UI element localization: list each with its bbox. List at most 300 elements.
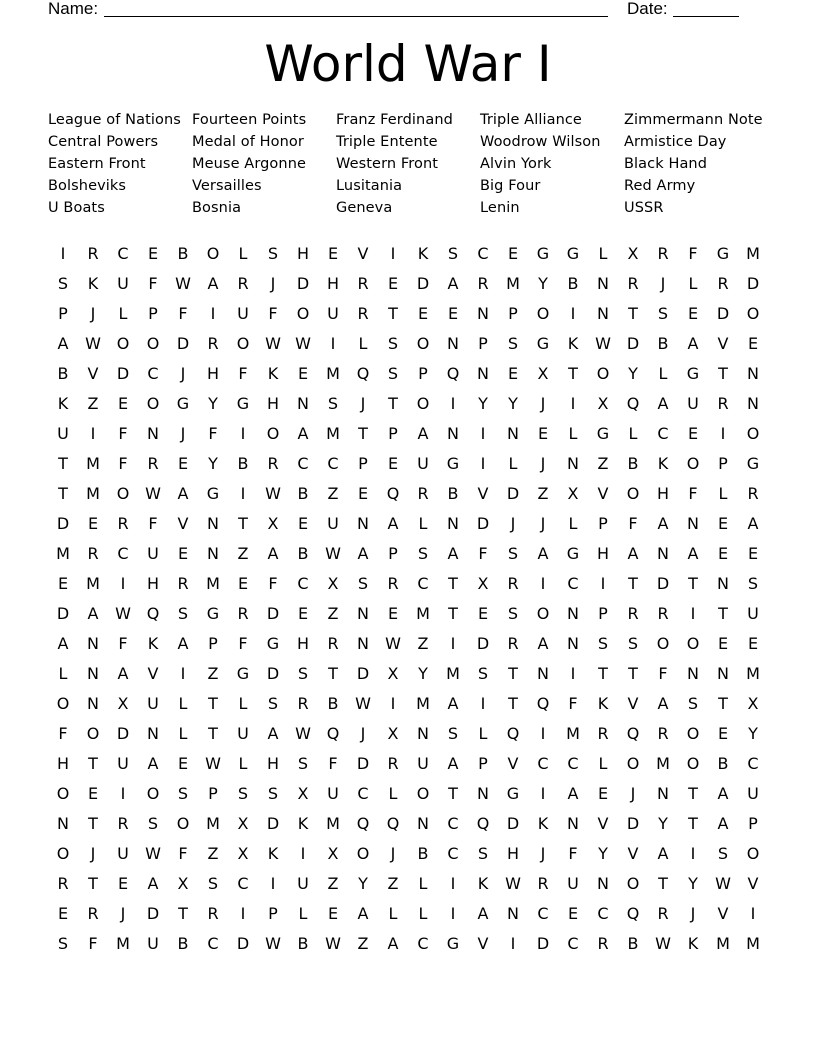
grid-letter[interactable]: A <box>447 273 459 293</box>
grid-letter[interactable]: T <box>208 723 218 743</box>
grid-letter[interactable]: F <box>268 573 278 593</box>
grid-letter[interactable]: R <box>147 453 159 473</box>
grid-letter[interactable]: E <box>57 903 69 923</box>
grid-letter[interactable]: H <box>326 273 340 293</box>
grid-letter[interactable]: E <box>87 783 99 803</box>
grid-letter[interactable]: N <box>537 663 549 683</box>
grid-letter[interactable]: T <box>388 393 398 413</box>
grid-letter[interactable]: W <box>85 333 101 353</box>
grid-letter[interactable]: R <box>537 873 549 893</box>
grid-letter[interactable]: C <box>477 243 489 263</box>
grid-letter[interactable]: I <box>540 783 546 803</box>
grid-letter[interactable]: B <box>237 453 249 473</box>
grid-letter[interactable]: O <box>146 783 160 803</box>
grid-letter[interactable]: M <box>326 813 340 833</box>
grid-letter[interactable]: Z <box>207 663 219 683</box>
grid-letter[interactable]: Y <box>688 873 698 893</box>
grid-letter[interactable]: A <box>657 843 669 863</box>
grid-letter[interactable]: J <box>270 273 276 293</box>
grid-letter[interactable]: D <box>626 333 640 353</box>
grid-letter[interactable]: M <box>746 663 760 683</box>
grid-letter[interactable]: X <box>477 573 489 593</box>
grid-letter[interactable]: R <box>237 273 249 293</box>
grid-letter[interactable]: S <box>657 303 669 323</box>
grid-letter[interactable]: B <box>297 933 309 953</box>
grid-letter[interactable]: J <box>690 903 696 923</box>
grid-letter[interactable]: N <box>207 543 219 563</box>
grid-letter[interactable]: A <box>447 753 459 773</box>
grid-letter[interactable]: K <box>87 273 99 293</box>
grid-letter[interactable]: B <box>297 543 309 563</box>
grid-letter[interactable]: R <box>387 753 399 773</box>
grid-letter[interactable]: I <box>450 903 456 923</box>
grid-letter[interactable]: F <box>178 843 188 863</box>
grid-letter[interactable]: P <box>208 783 218 803</box>
grid-letter[interactable]: M <box>416 603 430 623</box>
grid-letter[interactable]: R <box>87 543 99 563</box>
grid-letter[interactable]: A <box>387 933 399 953</box>
grid-letter[interactable]: E <box>147 243 159 263</box>
grid-letter[interactable]: N <box>507 903 519 923</box>
grid-letter[interactable]: P <box>718 453 728 473</box>
grid-letter[interactable]: A <box>477 903 489 923</box>
grid-letter[interactable]: N <box>207 513 219 533</box>
grid-letter[interactable]: E <box>297 603 309 623</box>
grid-letter[interactable]: O <box>296 303 310 323</box>
grid-letter[interactable]: C <box>447 813 459 833</box>
grid-letter[interactable]: S <box>507 603 519 623</box>
grid-letter[interactable]: G <box>536 243 550 263</box>
grid-letter[interactable]: G <box>176 393 190 413</box>
grid-letter[interactable]: S <box>57 933 69 953</box>
grid-letter[interactable]: O <box>626 483 640 503</box>
grid-letter[interactable]: A <box>297 423 309 443</box>
grid-letter[interactable]: N <box>687 663 699 683</box>
grid-letter[interactable]: H <box>296 243 310 263</box>
grid-letter[interactable]: E <box>297 513 309 533</box>
grid-letter[interactable]: A <box>447 543 459 563</box>
grid-letter[interactable]: E <box>57 573 69 593</box>
grid-letter[interactable]: Q <box>326 723 340 743</box>
grid-letter[interactable]: U <box>117 753 129 773</box>
grid-letter[interactable]: I <box>480 693 486 713</box>
grid-letter[interactable]: Y <box>508 393 518 413</box>
grid-letter[interactable]: R <box>327 633 339 653</box>
grid-letter[interactable]: M <box>86 573 100 593</box>
grid-letter[interactable]: G <box>686 363 700 383</box>
grid-letter[interactable]: S <box>447 243 459 263</box>
grid-letter[interactable]: K <box>267 363 279 383</box>
grid-letter[interactable]: O <box>656 633 670 653</box>
grid-letter[interactable]: T <box>568 363 578 383</box>
grid-letter[interactable]: A <box>717 813 729 833</box>
grid-letter[interactable]: O <box>686 453 700 473</box>
grid-letter[interactable]: N <box>747 393 759 413</box>
grid-letter[interactable]: R <box>117 513 129 533</box>
grid-letter[interactable]: Y <box>478 393 488 413</box>
grid-letter[interactable]: L <box>178 723 188 743</box>
grid-letter[interactable]: X <box>237 813 249 833</box>
grid-letter[interactable]: J <box>390 843 396 863</box>
grid-letter[interactable]: G <box>206 483 220 503</box>
grid-letter[interactable]: S <box>387 333 399 353</box>
grid-letter[interactable]: G <box>536 333 550 353</box>
grid-letter[interactable]: I <box>750 903 756 923</box>
grid-letter[interactable]: A <box>657 693 669 713</box>
grid-letter[interactable]: J <box>630 783 636 803</box>
grid-letter[interactable]: A <box>567 783 579 803</box>
grid-letter[interactable]: T <box>688 573 698 593</box>
grid-letter[interactable]: T <box>658 873 668 893</box>
grid-letter[interactable]: I <box>390 693 396 713</box>
grid-letter[interactable]: O <box>116 333 130 353</box>
grid-letter[interactable]: E <box>357 483 369 503</box>
grid-letter[interactable]: N <box>567 603 579 623</box>
grid-letter[interactable]: R <box>417 483 429 503</box>
grid-letter[interactable]: E <box>177 543 189 563</box>
grid-letter[interactable]: R <box>717 273 729 293</box>
grid-letter[interactable]: C <box>417 573 429 593</box>
grid-letter[interactable]: I <box>690 843 696 863</box>
grid-letter[interactable]: P <box>748 813 758 833</box>
grid-letter[interactable]: P <box>208 633 218 653</box>
grid-letter[interactable]: E <box>387 273 399 293</box>
grid-letter[interactable]: N <box>417 723 429 743</box>
grid-letter[interactable]: U <box>147 693 159 713</box>
grid-letter[interactable]: E <box>327 243 339 263</box>
grid-letter[interactable]: E <box>747 633 759 653</box>
grid-letter[interactable]: E <box>87 513 99 533</box>
grid-letter[interactable]: E <box>177 753 189 773</box>
grid-letter[interactable]: G <box>236 663 250 683</box>
grid-letter[interactable]: L <box>238 243 248 263</box>
grid-letter[interactable]: N <box>87 663 99 683</box>
grid-letter[interactable]: J <box>540 453 546 473</box>
grid-letter[interactable]: I <box>570 393 576 413</box>
grid-letter[interactable]: F <box>178 303 188 323</box>
grid-letter[interactable]: B <box>327 693 339 713</box>
grid-letter[interactable]: A <box>207 273 219 293</box>
grid-letter[interactable]: L <box>568 513 578 533</box>
grid-letter[interactable]: J <box>180 423 186 443</box>
grid-letter[interactable]: Y <box>208 453 218 473</box>
grid-letter[interactable]: L <box>418 513 428 533</box>
grid-letter[interactable]: I <box>480 423 486 443</box>
grid-letter[interactable]: D <box>176 333 190 353</box>
grid-letter[interactable]: V <box>507 753 519 773</box>
grid-letter[interactable]: W <box>325 543 341 563</box>
grid-letter[interactable]: P <box>418 363 428 383</box>
grid-letter[interactable]: E <box>387 453 399 473</box>
grid-letter[interactable]: A <box>87 603 99 623</box>
grid-letter[interactable]: O <box>86 723 100 743</box>
grid-letter[interactable]: N <box>687 513 699 533</box>
grid-letter[interactable]: Z <box>87 393 99 413</box>
grid-letter[interactable]: Z <box>537 483 549 503</box>
grid-letter[interactable]: S <box>507 543 519 563</box>
grid-letter[interactable]: D <box>266 813 280 833</box>
grid-letter[interactable]: N <box>447 333 459 353</box>
grid-letter[interactable]: T <box>328 663 338 683</box>
grid-letter[interactable]: S <box>147 813 159 833</box>
grid-letter[interactable]: I <box>210 303 216 323</box>
grid-letter[interactable]: V <box>477 933 489 953</box>
grid-letter[interactable]: X <box>177 873 189 893</box>
grid-letter[interactable]: Y <box>658 813 668 833</box>
grid-letter[interactable]: E <box>507 363 519 383</box>
grid-letter[interactable]: I <box>390 243 396 263</box>
grid-letter[interactable]: W <box>265 933 281 953</box>
grid-letter[interactable]: O <box>56 843 70 863</box>
grid-letter[interactable]: B <box>717 753 729 773</box>
grid-letter[interactable]: Q <box>506 723 520 743</box>
grid-letter[interactable]: N <box>297 393 309 413</box>
grid-letter[interactable]: A <box>627 543 639 563</box>
grid-letter[interactable]: E <box>747 333 759 353</box>
grid-letter[interactable]: X <box>237 843 249 863</box>
grid-letter[interactable]: R <box>267 453 279 473</box>
grid-letter[interactable]: P <box>58 303 68 323</box>
grid-letter[interactable]: U <box>237 723 249 743</box>
grid-letter[interactable]: W <box>295 723 311 743</box>
grid-letter[interactable]: X <box>387 723 399 743</box>
grid-letter[interactable]: J <box>360 393 366 413</box>
grid-letter[interactable]: K <box>477 873 489 893</box>
grid-letter[interactable]: D <box>56 513 70 533</box>
grid-letter[interactable]: E <box>507 243 519 263</box>
grid-letter[interactable]: Y <box>538 273 548 293</box>
grid-letter[interactable]: K <box>657 453 669 473</box>
grid-letter[interactable]: W <box>295 333 311 353</box>
grid-letter[interactable]: C <box>147 363 159 383</box>
grid-letter[interactable]: U <box>417 753 429 773</box>
grid-letter[interactable]: S <box>297 663 309 683</box>
grid-letter[interactable]: B <box>627 933 639 953</box>
grid-letter[interactable]: A <box>657 393 669 413</box>
grid-letter[interactable]: E <box>717 723 729 743</box>
grid-letter[interactable]: U <box>147 543 159 563</box>
grid-letter[interactable]: F <box>688 483 698 503</box>
grid-letter[interactable]: S <box>267 693 279 713</box>
grid-letter[interactable]: O <box>356 843 370 863</box>
grid-letter[interactable]: L <box>178 693 188 713</box>
grid-letter[interactable]: U <box>327 783 339 803</box>
grid-letter[interactable]: P <box>478 753 488 773</box>
grid-letter[interactable]: T <box>448 783 458 803</box>
grid-letter[interactable]: B <box>57 363 69 383</box>
grid-letter[interactable]: F <box>148 273 158 293</box>
grid-letter[interactable]: I <box>600 573 606 593</box>
grid-letter[interactable]: I <box>450 393 456 413</box>
grid-letter[interactable]: J <box>180 363 186 383</box>
grid-letter[interactable]: C <box>327 453 339 473</box>
grid-letter[interactable]: R <box>597 933 609 953</box>
grid-letter[interactable]: S <box>267 243 279 263</box>
grid-letter[interactable]: H <box>266 393 280 413</box>
grid-letter[interactable]: N <box>507 423 519 443</box>
grid-letter[interactable]: S <box>717 843 729 863</box>
grid-letter[interactable]: R <box>177 573 189 593</box>
grid-letter[interactable]: F <box>88 933 98 953</box>
grid-letter[interactable]: I <box>270 873 276 893</box>
grid-letter[interactable]: J <box>660 273 666 293</box>
grid-letter[interactable]: O <box>56 693 70 713</box>
grid-letter[interactable]: O <box>56 783 70 803</box>
grid-letter[interactable]: R <box>207 333 219 353</box>
grid-letter[interactable]: M <box>416 693 430 713</box>
grid-letter[interactable]: X <box>627 243 639 263</box>
grid-letter[interactable]: I <box>180 663 186 683</box>
grid-letter[interactable]: R <box>87 903 99 923</box>
grid-letter[interactable]: X <box>567 483 579 503</box>
grid-letter[interactable]: T <box>88 873 98 893</box>
grid-letter[interactable]: N <box>597 273 609 293</box>
grid-letter[interactable]: S <box>177 603 189 623</box>
grid-letter[interactable]: M <box>566 723 580 743</box>
grid-letter[interactable]: T <box>628 573 638 593</box>
grid-letter[interactable]: F <box>118 423 128 443</box>
grid-letter[interactable]: T <box>88 813 98 833</box>
grid-letter[interactable]: K <box>297 813 309 833</box>
grid-letter[interactable]: G <box>236 393 250 413</box>
grid-letter[interactable]: W <box>265 333 281 353</box>
grid-letter[interactable]: F <box>118 633 128 653</box>
grid-letter[interactable]: N <box>57 813 69 833</box>
grid-letter[interactable]: I <box>90 423 96 443</box>
grid-letter[interactable]: S <box>267 783 279 803</box>
grid-letter[interactable]: Y <box>418 663 428 683</box>
grid-letter[interactable]: K <box>267 843 279 863</box>
grid-letter[interactable]: Z <box>327 873 339 893</box>
grid-letter[interactable]: V <box>177 513 189 533</box>
grid-letter[interactable]: P <box>388 543 398 563</box>
grid-letter[interactable]: Z <box>207 843 219 863</box>
grid-letter[interactable]: X <box>267 513 279 533</box>
grid-letter[interactable]: R <box>717 393 729 413</box>
grid-letter[interactable]: D <box>506 813 520 833</box>
grid-letter[interactable]: R <box>597 723 609 743</box>
grid-letter[interactable]: G <box>746 453 760 473</box>
grid-letter[interactable]: I <box>480 453 486 473</box>
grid-letter[interactable]: Q <box>386 813 400 833</box>
grid-letter[interactable]: C <box>117 243 129 263</box>
grid-letter[interactable]: T <box>58 483 68 503</box>
grid-letter[interactable]: U <box>237 303 249 323</box>
grid-letter[interactable]: D <box>266 603 280 623</box>
grid-letter[interactable]: R <box>657 603 669 623</box>
grid-letter[interactable]: N <box>567 633 579 653</box>
grid-letter[interactable]: N <box>597 303 609 323</box>
grid-letter[interactable]: V <box>627 693 639 713</box>
grid-letter[interactable]: N <box>567 453 579 473</box>
grid-letter[interactable]: T <box>448 573 458 593</box>
grid-letter[interactable]: O <box>536 603 550 623</box>
grid-letter[interactable]: L <box>718 483 728 503</box>
grid-letter[interactable]: O <box>746 843 760 863</box>
grid-letter[interactable]: R <box>627 603 639 623</box>
grid-letter[interactable]: R <box>657 723 669 743</box>
grid-letter[interactable]: I <box>240 903 246 923</box>
grid-letter[interactable]: A <box>147 753 159 773</box>
grid-letter[interactable]: G <box>506 783 520 803</box>
grid-letter[interactable]: G <box>716 243 730 263</box>
grid-letter[interactable]: Q <box>446 363 460 383</box>
grid-letter[interactable]: G <box>446 933 460 953</box>
grid-letter[interactable]: T <box>508 693 518 713</box>
grid-letter[interactable]: D <box>416 273 430 293</box>
grid-letter[interactable]: R <box>57 873 69 893</box>
grid-letter[interactable]: E <box>717 633 729 653</box>
grid-letter[interactable]: M <box>326 363 340 383</box>
grid-letter[interactable]: L <box>508 453 518 473</box>
grid-letter[interactable]: N <box>717 573 729 593</box>
grid-letter[interactable]: O <box>626 753 640 773</box>
grid-letter[interactable]: V <box>357 243 369 263</box>
grid-letter[interactable]: R <box>477 273 489 293</box>
grid-letter[interactable]: O <box>416 783 430 803</box>
grid-letter[interactable]: C <box>297 573 309 593</box>
grid-letter[interactable]: T <box>448 603 458 623</box>
grid-letter[interactable]: A <box>447 693 459 713</box>
grid-letter[interactable]: Z <box>417 633 429 653</box>
grid-letter[interactable]: O <box>236 333 250 353</box>
grid-letter[interactable]: R <box>207 903 219 923</box>
grid-letter[interactable]: O <box>146 393 160 413</box>
grid-letter[interactable]: H <box>596 543 610 563</box>
grid-letter[interactable]: V <box>597 813 609 833</box>
grid-letter[interactable]: D <box>116 363 130 383</box>
grid-letter[interactable]: J <box>360 723 366 743</box>
grid-letter[interactable]: U <box>117 843 129 863</box>
grid-letter[interactable]: Y <box>358 873 368 893</box>
grid-letter[interactable]: K <box>597 693 609 713</box>
grid-letter[interactable]: O <box>536 303 550 323</box>
grid-letter[interactable]: X <box>747 693 759 713</box>
grid-letter[interactable]: W <box>145 483 161 503</box>
grid-letter[interactable]: Q <box>386 483 400 503</box>
grid-letter[interactable]: C <box>537 903 549 923</box>
grid-letter[interactable]: C <box>747 753 759 773</box>
grid-letter[interactable]: K <box>567 333 579 353</box>
grid-letter[interactable]: R <box>747 483 759 503</box>
grid-letter[interactable]: I <box>570 303 576 323</box>
grid-letter[interactable]: L <box>388 783 398 803</box>
grid-letter[interactable]: H <box>656 483 670 503</box>
grid-letter[interactable]: F <box>238 363 248 383</box>
grid-letter[interactable]: J <box>540 843 546 863</box>
grid-letter[interactable]: T <box>628 663 638 683</box>
grid-letter[interactable]: A <box>177 483 189 503</box>
grid-letter[interactable]: E <box>717 513 729 533</box>
grid-letter[interactable]: G <box>566 243 580 263</box>
grid-letter[interactable]: B <box>627 453 639 473</box>
grid-letter[interactable]: L <box>658 363 668 383</box>
grid-letter[interactable]: E <box>477 603 489 623</box>
grid-letter[interactable]: P <box>388 423 398 443</box>
grid-letter[interactable]: E <box>387 603 399 623</box>
grid-letter[interactable]: H <box>206 363 220 383</box>
grid-letter[interactable]: F <box>568 843 578 863</box>
grid-letter[interactable]: K <box>147 633 159 653</box>
grid-letter[interactable]: A <box>267 543 279 563</box>
grid-letter[interactable]: W <box>655 933 671 953</box>
grid-letter[interactable]: D <box>626 813 640 833</box>
grid-letter[interactable]: F <box>118 453 128 473</box>
grid-letter[interactable]: U <box>117 273 129 293</box>
grid-letter[interactable]: P <box>598 603 608 623</box>
grid-letter[interactable]: R <box>297 693 309 713</box>
grid-letter[interactable]: R <box>627 273 639 293</box>
